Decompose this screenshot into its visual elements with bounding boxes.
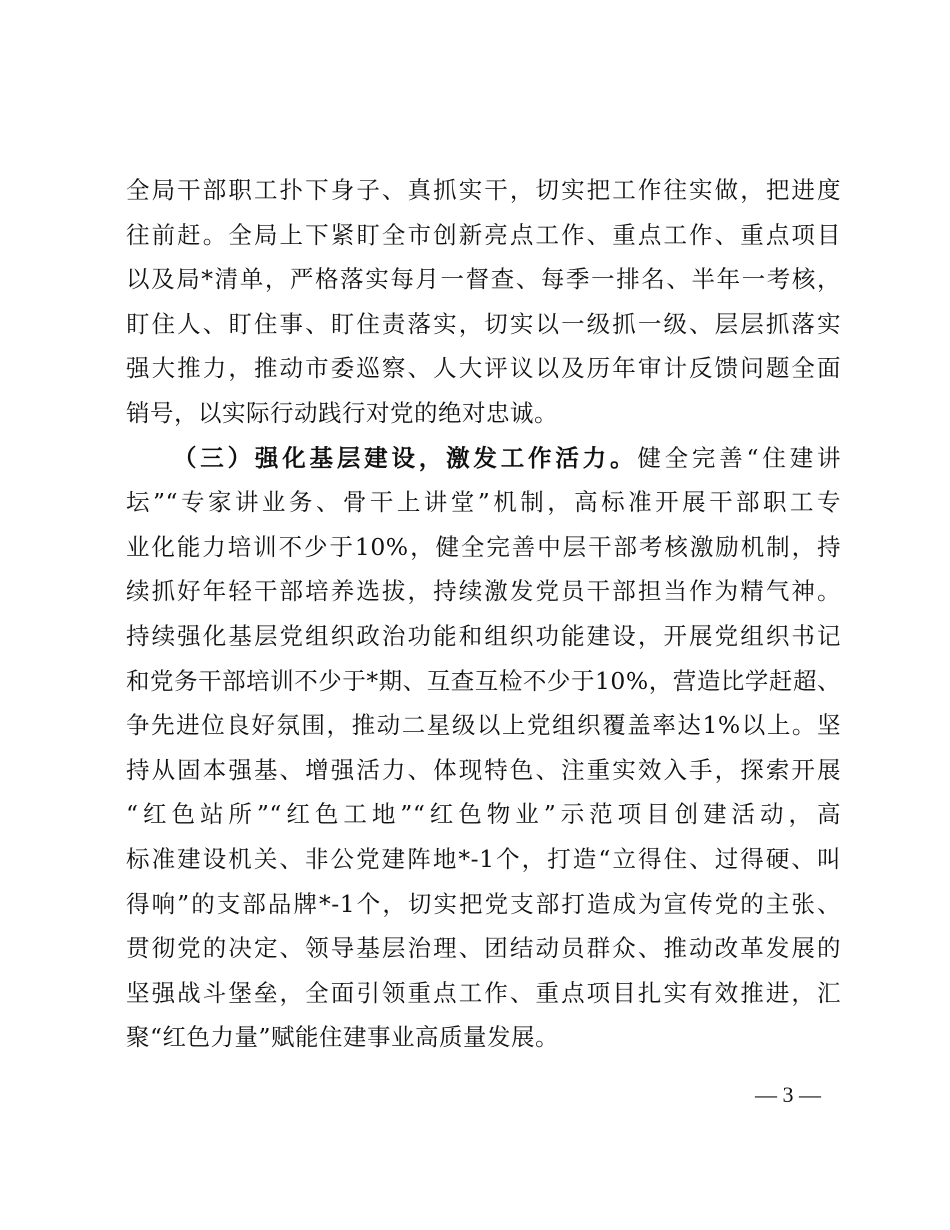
text-line: 强大推力，推动市委巡察、人大评议以及历年审计反馈问题全面	[126, 354, 841, 383]
text-line: 贯彻党的决定、领导基层治理、团结动员群众、推动改革发展的	[126, 934, 841, 963]
text-line: 聚“红色力量”赋能住建事业高质量发展。	[126, 1023, 560, 1052]
text-line: 持从固本强基、增强活力、体现特色、注重实效入手，探索开展	[126, 755, 841, 784]
text-line: 往前赶。全局上下紧盯全市创新亮点工作、重点工作、重点项目	[126, 220, 841, 249]
text-line: 续抓好年轻干部培养选拔，持续激发党员干部担当作为精气神。	[126, 577, 841, 606]
body-text	[126, 168, 841, 1060]
text-line: 全局干部职工扑下身子、真抓实干，切实把工作往实做，把进度	[126, 176, 841, 204]
text-line: 标准建设机关、非公党建阵地*-1个，打造“立得住、过得硬、叫	[126, 844, 841, 873]
text-line: 坛”“专家讲业务、骨干上讲堂”机制，高标准开展干部职工专	[126, 488, 841, 517]
page-number: — 3 —	[755, 1082, 821, 1107]
text-line: 销号，以实际行动践行对党的绝对忠诚。	[126, 398, 558, 427]
section-heading-line	[126, 436, 841, 481]
text-line: 得响”的支部品牌*-1个，切实把党支部打造成为宣传党的主张、	[126, 889, 841, 918]
text-line: 以及局*清单，严格落实每月一督查、每季一排名、半年一考核，	[126, 265, 841, 294]
text-line: 持续强化基层党组织政治功能和组织功能建设，开展党组织书记	[126, 621, 841, 650]
text-line: 坚强战斗堡垒，全面引领重点工作、重点项目扎实有效推进，汇	[126, 978, 841, 1007]
text-line: “红色站所”“红色工地”“红色物业”示范项目创建活动，高	[126, 800, 841, 829]
text-line: 争先进位良好氛围，推动二星级以上党组织覆盖率达1%以上。坚	[126, 711, 841, 740]
section-heading: （三）强化基层建设，激发工作活力。	[173, 443, 638, 472]
text-line: 盯住人、盯住事、盯住责落实，切实以一级抓一级、层层抓落实	[126, 309, 841, 338]
section-heading-rest: 健全完善“住建讲	[637, 443, 842, 472]
text-line: 业化能力培训不少于10%，健全完善中层干部考核激励机制，持	[126, 532, 841, 561]
text-line: 和党务干部培训不少于*期、互查互检不少于10%，营造比学赶超、	[126, 666, 841, 695]
